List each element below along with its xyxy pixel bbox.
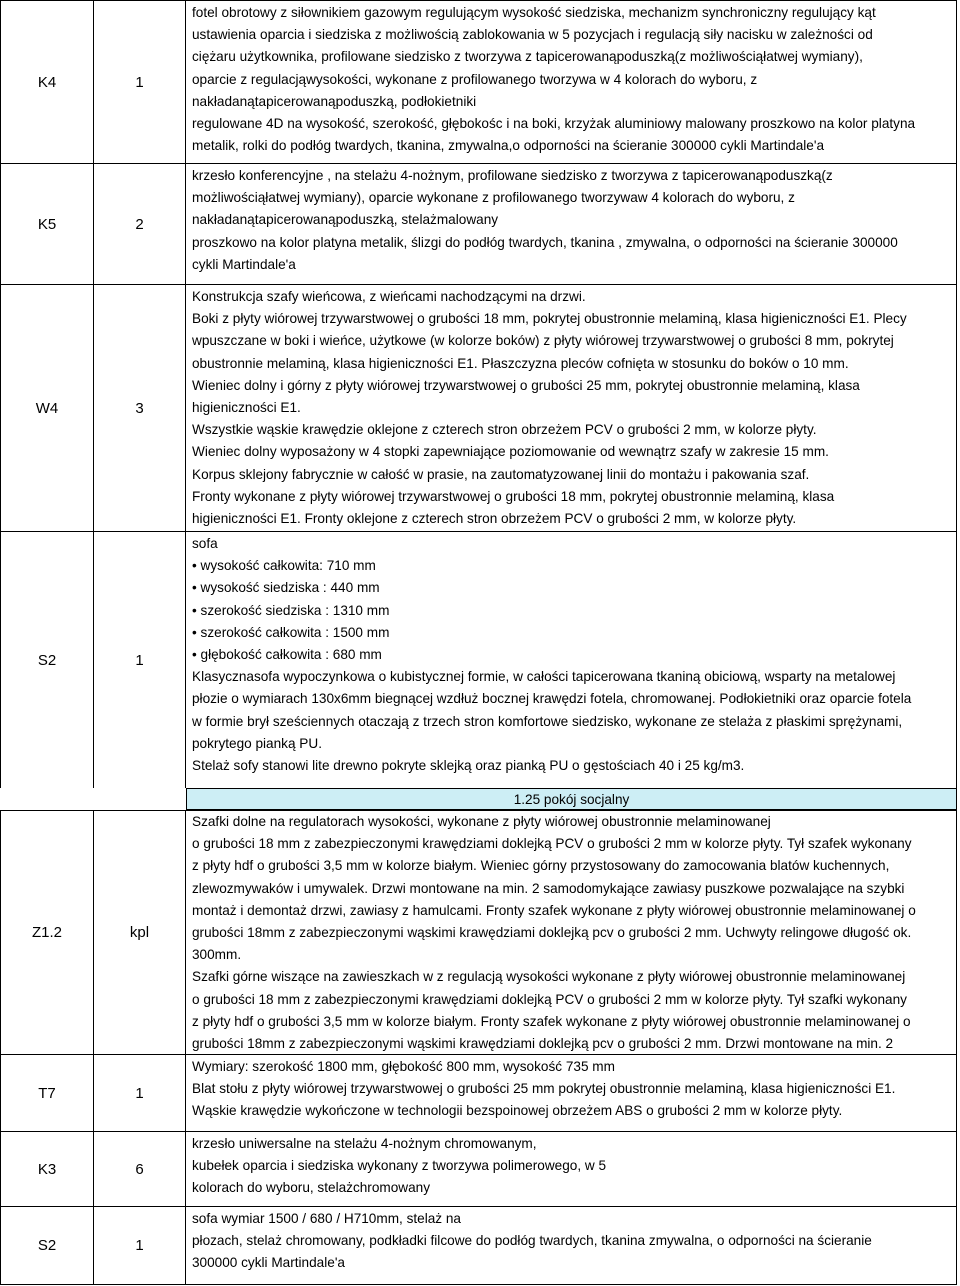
description-line: grubości 18mm z zabezpieczonymi wąskimi krawędziami doklejką pcv o grubości 2 mm. Uchwyty relingowe długość ok. — [192, 925, 912, 941]
description-line: Szafki górne wiszące na zawieszkach w z regulacją wysokości wykonane z płyty wiórowej obustronnie melaminowanej — [192, 969, 906, 985]
item-quantity-cell: kpl — [94, 811, 186, 1054]
description-line: oparcie z regulacjąwysokości, wykonane z profilowanego tworzywa w 4 kolorach do wyboru, z — [192, 71, 758, 87]
table-bottom-border — [0, 1284, 957, 1285]
item-quantity-cell: 2 — [94, 164, 186, 284]
description-line: 300mm. — [192, 947, 242, 963]
description-line: • wysokość całkowita: 710 mm — [192, 555, 954, 577]
item-description-cell — [186, 1, 957, 163]
description-line: wpuszczane w boki i wieńce, użytkowe (w kolorze boków) z płyty wiórowej trzywarstwowej o grubości 8 mm, pokrytej — [192, 333, 894, 349]
description-line: Wszystkie wąskie krawędzie oklejone z czterech stron obrzeżem PCV o grubości 2 mm, w kolorze płyty. — [192, 422, 817, 438]
item-quantity-cell: 1 — [94, 1207, 186, 1284]
description-line: montaż i demontaż drzwi, zawiasy z hamulcami. Fronty szafek wykonane z płyty wiórowej obustronnie melaminowanej o — [192, 902, 916, 918]
description-line: ustawienia oparcia i siedziska z możliwością zablokowania w 5 pozycjach i regulacją siły nacisku w zależności od — [192, 27, 873, 43]
description-line: Wymiary: szerokość 1800 mm, głębokość 800 mm, wysokość 735 mm — [192, 1059, 615, 1074]
description-line: zlewozmywaków i umywalek. Drzwi montowane na min. 2 samodomykające zawiasy puszkowe pozwalające na szybki — [192, 880, 905, 896]
table-row — [0, 1206, 957, 1284]
item-description-cell — [186, 1055, 957, 1131]
description-line: Stelaż sofy stanowi lite drewno pokryte sklejką oraz pianką PU o gęstościach 40 i 25 kg/m3. — [192, 758, 745, 774]
table-row — [0, 1131, 957, 1206]
description-line: proszkowo na kolor platyna metalik, ślizgi do podłóg twardych, tkanina , zmywalna, o odporności na ścieranie 300000 — [192, 234, 898, 250]
description-line: z płyty hdf o grubości 3,5 mm w kolorze białym. Wieniec górny przystosowany do zamocowania blatów kuchennych, — [192, 858, 890, 874]
description-line: możliwościąłatwej wymiany), oparcie wykonane z profilowanego tworzywaw 4 kolorach do wyboru, z — [192, 190, 795, 206]
table-row — [0, 284, 957, 531]
description-line: Wieniec dolny wyposażony w 4 stopki zapewniające poziomowanie od wewnątrz szafy w zakresie 15 mm. — [192, 444, 829, 460]
description-line: higieniczności E1. — [192, 400, 301, 416]
description-line: • głębokość całkowita : 680 mm — [192, 644, 954, 666]
description-line: nakładanątapicerowanąpoduszką, stelażmalowany — [192, 212, 499, 228]
table-row — [0, 531, 957, 788]
description-line: Blat stołu z płyty wiórowej trzywarstwowej o grubości 25 mm pokrytej obustronnie melaminą, klasa higieniczności E1. — [192, 1081, 896, 1097]
description-line: • szerokość siedziska : 1310 mm — [192, 600, 954, 622]
item-description-cell — [186, 532, 957, 788]
description-line: ciężaru użytkownika, profilowane siedzisko z tworzywa z tapicerowanąpoduszką(z możliwościąłatwej wymiany), — [192, 49, 863, 65]
item-code-cell: Z1.2 — [0, 811, 94, 1054]
description-line: nakładanątapicerowanąpoduszką, podłokietniki — [192, 93, 477, 109]
description-line: sofa — [192, 536, 218, 551]
description-line: z płyty hdf o grubości 3,5 mm w kolorze białym. Fronty szafek wykonane z płyty wiórowej obustronnie melaminowanej o — [192, 1013, 911, 1029]
item-code-cell: K3 — [0, 1132, 94, 1206]
table-row — [0, 1054, 957, 1131]
description-line: płozie o wymiarach 130x6mm biegnącej wzdłuż bocznej krawędzi fotela, chromowanej. Podłokietniki oraz oparcie fotela — [192, 691, 912, 707]
description-line: płozach, stelaż chromowany, podkładki filcowe do podłóg twardych, tkanina zmywalna, o odporności na ścieranie — [192, 1233, 872, 1249]
description-line: Szafki dolne na regulatorach wysokości, wykonane z płyty wiórowej obustronnie melaminowanej — [192, 814, 771, 829]
description-line: obustronnie melaminą, klasa higieniczności E1. Płaszczyzna pleców cofnięta w stosunku do boków o 10 mm. — [192, 355, 849, 371]
description-line: Wąskie krawędzie wykończone w technologii bezspoinowej obrzeżem ABS o grubości 2 mm w kolorze płyty. — [192, 1103, 843, 1119]
item-quantity-cell: 1 — [94, 532, 186, 788]
item-code-cell: S2 — [0, 532, 94, 788]
description-line: o grubości 18 mm z zabezpieczonymi krawędziami doklejką PCV o grubości 2 mm w kolorze płyty. Tył szafek wykonany — [192, 836, 912, 852]
table-row — [0, 163, 957, 284]
description-line: krzesło uniwersalne na stelażu 4-nożnym chromowanym, — [192, 1136, 537, 1151]
description-line: fotel obrotowy z siłownikiem gazowym regulującym wysokość siedziska, mechanizm synchroniczny regulujący kąt — [192, 5, 876, 20]
description-line: metalik, rolki do podłóg twardych, tkanina, zmywalna,o odporności na ścieranie 300000 cykli Martindale'a — [192, 138, 825, 154]
description-line: 300000 cykli Martindale'a — [192, 1255, 345, 1271]
description-line: krzesło konferencyjne , na stelażu 4-nożnym, profilowane siedzisko z tworzywa z tapicerowanąpoduszką(z — [192, 168, 833, 183]
description-line: sofa wymiar 1500 / 680 / H710mm, stelaż na — [192, 1211, 461, 1226]
item-quantity-cell: 1 — [94, 1, 186, 163]
description-line: cykli Martindale'a — [192, 256, 296, 272]
item-quantity-cell: 3 — [94, 285, 186, 531]
description-line: • szerokość całkowita : 1500 mm — [192, 622, 954, 644]
description-line: Konstrukcja szafy wieńcowa, z wieńcami nachodzącymi na drzwi. — [192, 289, 586, 304]
item-quantity-cell: 6 — [94, 1132, 186, 1206]
table-row — [0, 810, 957, 1054]
table-row — [0, 0, 957, 163]
item-code-cell: S2 — [0, 1207, 94, 1284]
item-description-cell — [186, 285, 957, 531]
description-line: o grubości 18 mm z zabezpieczonymi krawędziami doklejką PCV o grubości 2 mm w kolorze płyty. Tył szafki wykonany — [192, 991, 907, 1007]
item-code-cell: K4 — [0, 1, 94, 163]
description-line: kolorach do wyboru, stelażchromowany — [192, 1180, 431, 1196]
item-quantity-cell: 1 — [94, 1055, 186, 1131]
section-header: 1.25 pokój socjalny — [186, 788, 957, 810]
description-line: • wysokość siedziska : 440 mm — [192, 577, 954, 599]
description-line: grubości 18mm z zabezpieczonymi wąskimi krawędziami doklejką pcv o grubości 2 mm. Drzwi montowane na min. 2 — [192, 1036, 894, 1052]
item-code-cell: T7 — [0, 1055, 94, 1131]
description-line: w formie brył sześciennych otaczają z trzech stron komfortowe siedzisko, wykonane ze stelaża z płaskimi sprężynami, — [192, 713, 903, 729]
description-line: higieniczności E1. Fronty oklejone z czterech stron obrzeżem PCV o grubości 2 mm, w kolorze płyty. — [192, 511, 797, 527]
item-description-cell — [186, 1207, 957, 1284]
description-line: Korpus sklejony fabrycznie w całość w prasie, na zautomatyzowanej linii do montażu i pakowania szaf. — [192, 466, 810, 482]
description-line: Klasycznasofa wypoczynkowa o kubistycznej formie, w całości tapicerowana tkaniną obiciową, wsparty na metalowej — [192, 669, 896, 685]
description-line: pokrytego pianką PU. — [192, 735, 322, 751]
description-line: Wieniec dolny i górny z płyty wiórowej trzywarstwowej o grubości 25 mm, pokrytej obustronnie melaminą, klasa — [192, 377, 860, 393]
item-description-cell — [186, 1132, 957, 1206]
description-line: kubełek oparcia i siedziska wykonany z tworzywa polimerowego, w 5 — [192, 1158, 607, 1174]
description-line: Fronty wykonane z płyty wiórowej trzywarstwowej o grubości 18 mm, pokrytej obustronnie melaminą, klasa — [192, 488, 835, 504]
item-code-cell: K5 — [0, 164, 94, 284]
description-line: regulowane 4D na wysokość, szerokość, głębokośc i na boki, krzyżak aluminiowy malowany proszkowo na kolor platyna — [192, 116, 916, 132]
item-description-cell — [186, 164, 957, 284]
item-code-cell: W4 — [0, 285, 94, 531]
description-line: Boki z płyty wiórowej trzywarstwowej o grubości 18 mm, pokrytej obustronnie melaminą, klasa higieniczności E1. Plecy — [192, 311, 907, 327]
item-description-cell — [186, 811, 957, 1054]
